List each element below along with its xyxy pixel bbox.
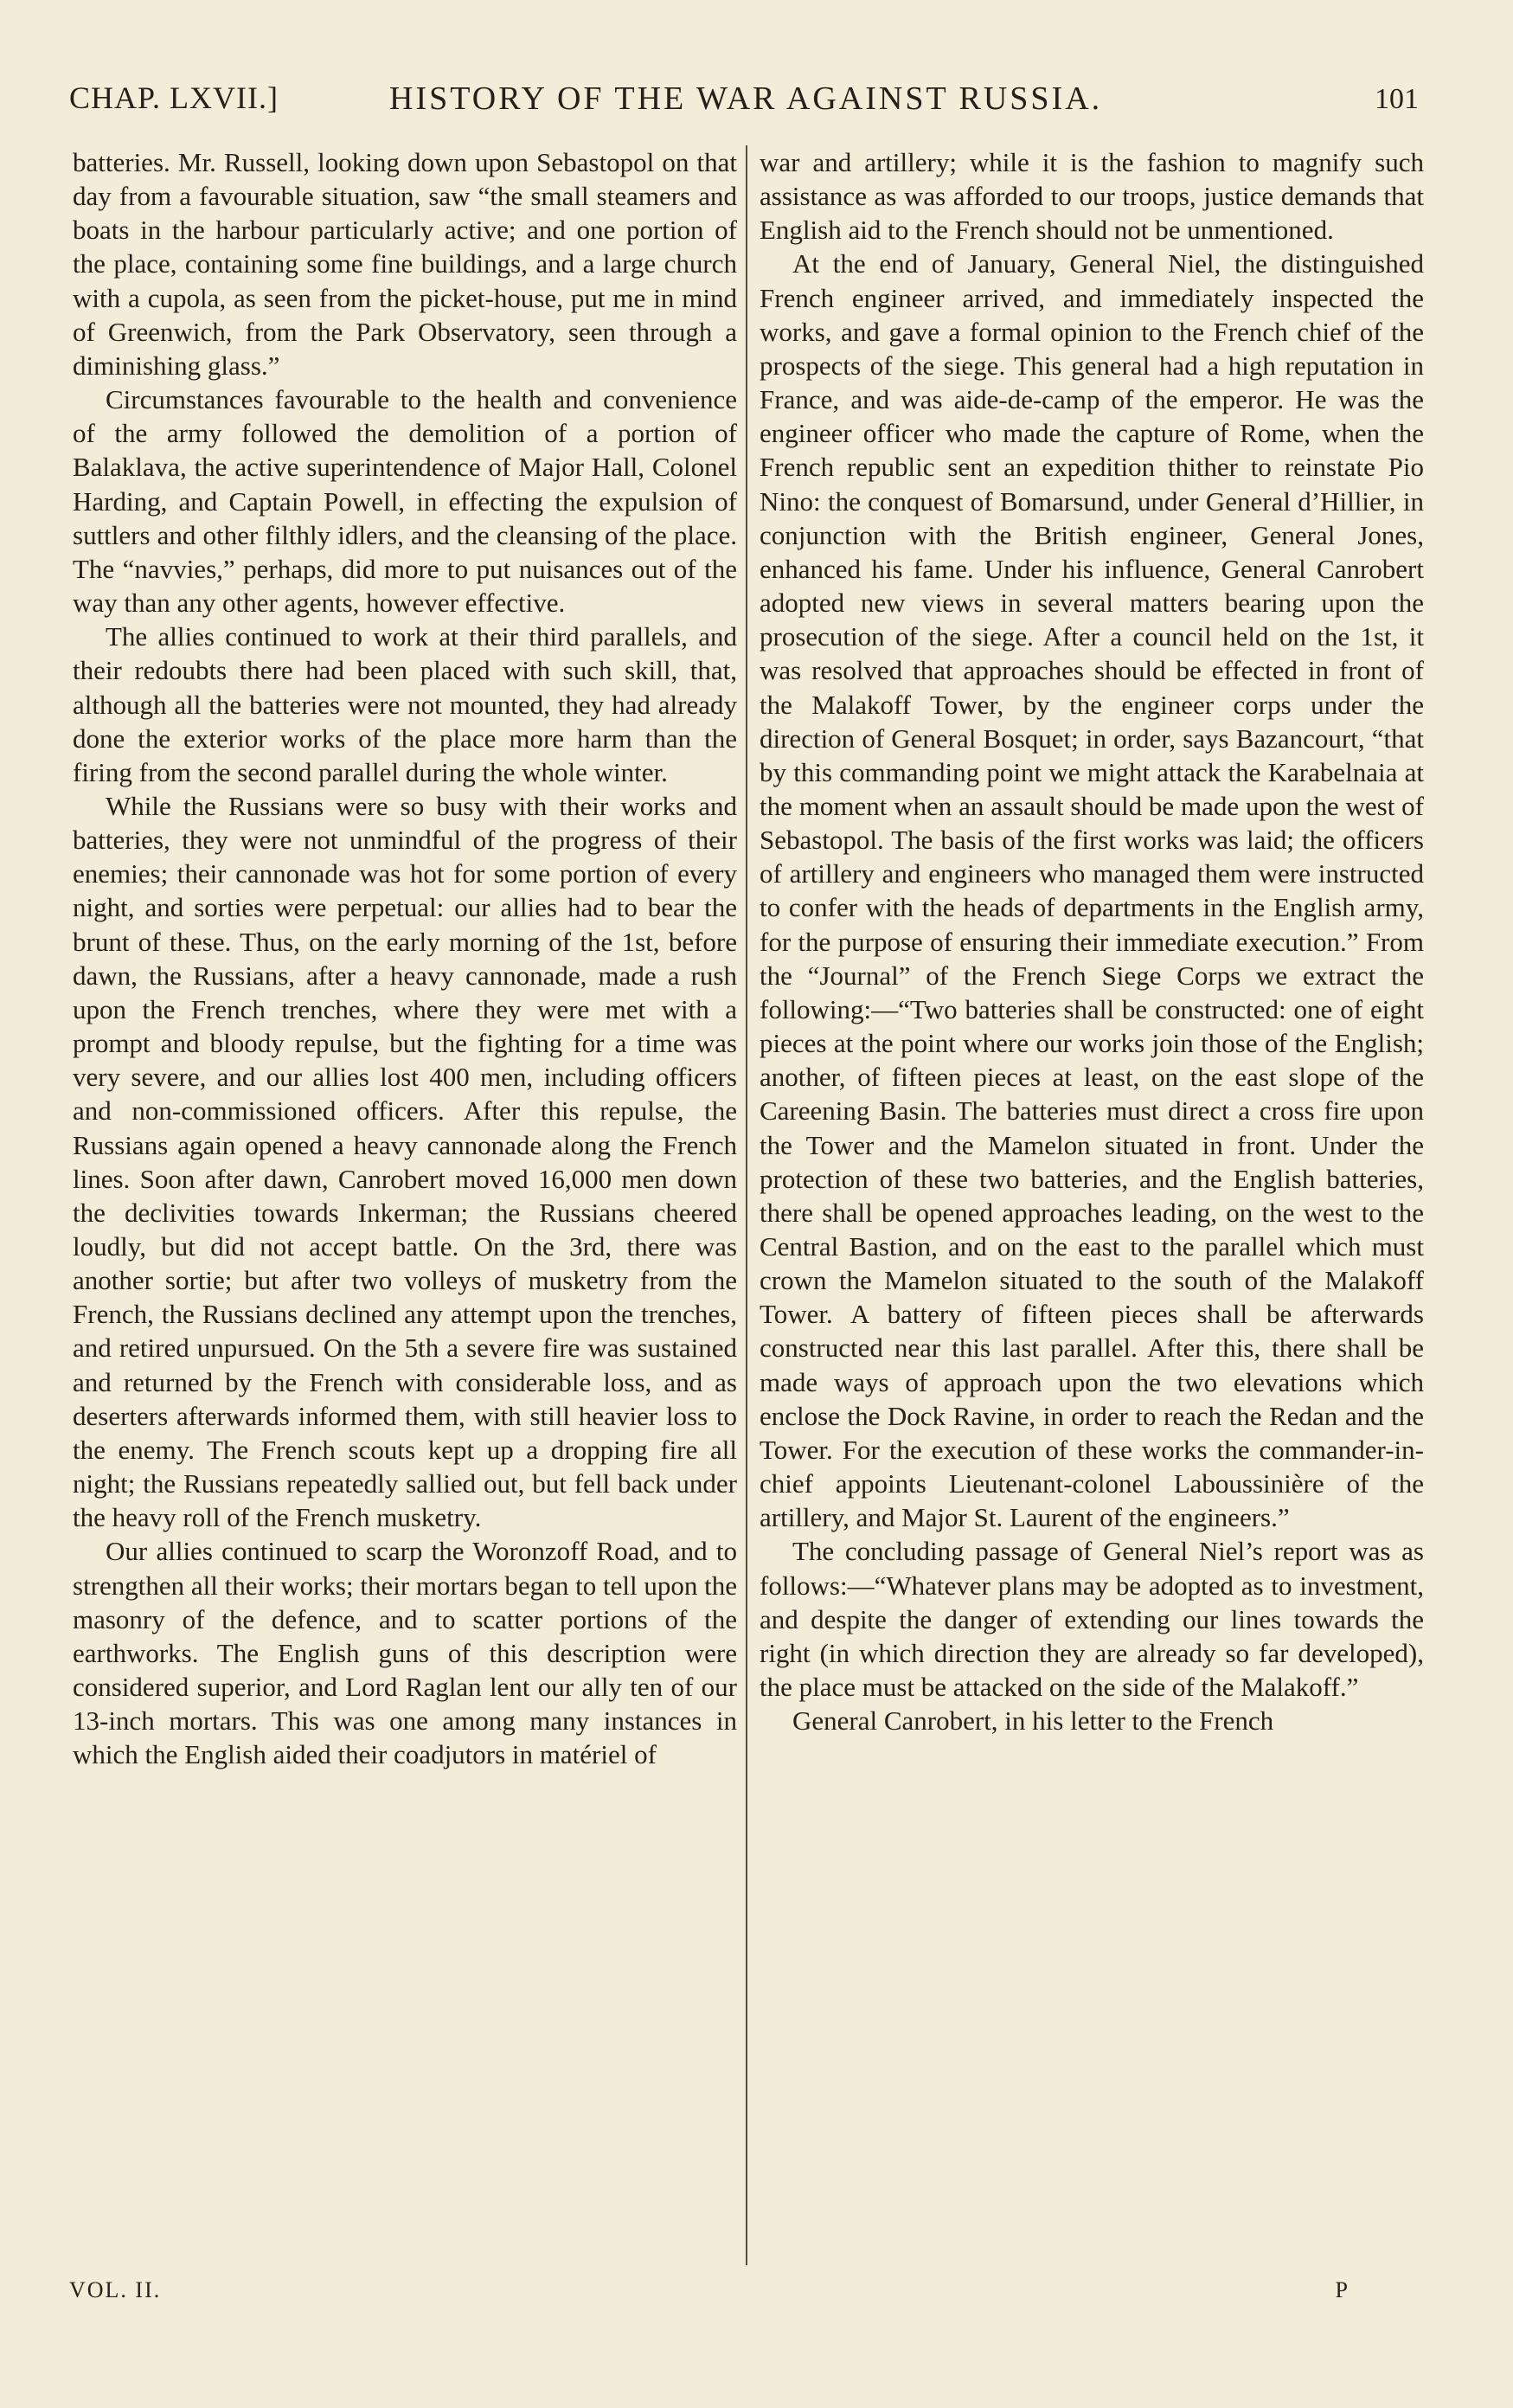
- left-text-column: [73, 145, 737, 1772]
- column-divider: [746, 145, 747, 2265]
- volume-label: VOL. II.: [69, 2277, 162, 2302]
- signature-mark: P: [1335, 2277, 1350, 2302]
- paragraph: war and artillery; while it is the fashion to magnify such assistance as was afforded to our troops, justice demands that English aid to the French should not be unmentioned.: [760, 147, 1424, 246]
- paragraph: Our allies continued to scarp the Woronzoff Road, and to strengthen all their works; their mortars began to tell upon the masonry of the defence, and to scatter portions of the earthworks. The English guns of this description were considered superior, and Lord Raglan lent our ally ten of our 13-inch mortars. This was one among many instances in which the English aided their coadjutors in matériel of: [73, 1536, 737, 1770]
- paragraph: Circumstances favourable to the health and convenience of the army followed the demolition of a portion of Balaklava, the active superintendence of Major Hall, Colonel Harding, and Captain Powell, in effecting the expulsion of suttlers and other filthly idlers, and the cleansing of the place. The “navvies,” perhaps, did more to put nuisances out of the way than any other agents, however effective.: [73, 384, 737, 619]
- right-text-column: [760, 145, 1424, 1737]
- page-footer: [69, 2277, 1350, 2312]
- paragraph: At the end of January, General Niel, the distinguished French engineer arrived, and immediately inspected the works, and gave a formal opinion to the French chief of the prospects of the siege. This general had a high reputation in France, and was aide-de-camp of the emperor. He was the engineer officer who made the capture of Rome, when the French republic sent an expedition thither to reinstate Pio Nino: the conquest of Bomarsund, under General d’Hillier, in conjunction with the British engineer, General Jones, enhanced his fame. Under his influence, General Canrobert adopted new views in several matters bearing upon the prosecution of the siege. After a council held on the 1st, it was resolved that approaches should be effected in front of the Malakoff Tower, by the engineer corps under the direction of General Bosquet; in order, says Bazancourt, “that by this commanding point we might attack the Karabelnaia at the moment when an assault should be made upon the west of Sebastopol. The basis of the first works was laid; the officers of artillery and engineers who managed them were instructed to confer with the heads of departments in the English army, for the purpose of ensuring their immediate execution.” From the “Journal” of the French Siege Corps we extract the following:—“Two batteries shall be constructed: one of eight pieces at the point where our works join those of the English; another, of fifteen pieces at least, on the east slope of the Careening Basin. The batteries must direct a cross fire upon the Tower and the Mamelon situated in front. Under the protection of these two batteries, and the English batteries, there shall be opened approaches leading, on the west to the Central Bastion, and on the east to the parallel which must crown the Mamelon situated to the south of the Malakoff Tower. A battery of fifteen pieces shall be afterwards constructed near this last parallel. After this, there shall be made ways of approach upon the two elevations which enclose the Dock Ravine, in order to reach the Redan and the Tower. For the execution of these works the commander-in-chief appoints Lieutenant-colonel Laboussinière of the artillery, and Major St. Laurent of the engineers.”: [760, 248, 1424, 1533]
- running-header: [69, 80, 1419, 132]
- running-title: HISTORY OF THE WAR AGAINST RUSSIA.: [389, 80, 1103, 117]
- paragraph: batteries. Mr. Russell, looking down upon Sebastopol on that day from a favourable situation, saw “the small steamers and boats in the harbour particularly active; and one portion of the place, containing some fine buildings, and a large church with a cupola, as seen from the picket-house, put me in mind of Greenwich, from the Park Observatory, seen through a diminishing glass.”: [73, 147, 737, 381]
- paragraph: While the Russians were so busy with their works and batteries, they were not unmindful of the progress of their enemies; their cannonade was hot for some portion of every night, and sorties were perpetual: our allies had to bear the brunt of these. Thus, on the early morning of the 1st, before dawn, the Russians, after a heavy cannonade, made a rush upon the French trenches, where they were met with a prompt and bloody repulse, but the fighting for a time was very severe, and our allies lost 400 men, including officers and non-commissioned officers. After this repulse, the Russians again opened a heavy cannonade along the French lines. Soon after dawn, Canrobert moved 16,000 men down the declivities towards Inkerman; the Russians cheered loudly, but did not accept battle. On the 3rd, there was another sortie; but after two volleys of musketry from the French, the Russians declined any attempt upon the trenches, and retired unpursued. On the 5th a severe fire was sustained and returned by the French with considerable loss, and as deserters afterwards informed them, with still heavier loss to the enemy. The French scouts kept up a dropping fire all night; the Russians repeatedly sallied out, but fell back under the heavy roll of the French musketry.: [73, 790, 737, 1533]
- paragraph: The concluding passage of General Niel’s report was as follows:—“Whatever plans may be adopted as to investment, and despite the danger of extending our lines towards the right (in which direction they are already so far developed), the place must be attacked on the side of the Malakoff.”: [760, 1536, 1424, 1703]
- page-number: 101: [1375, 83, 1419, 115]
- paragraph: The allies continued to work at their third parallels, and their redoubts there had been placed with such skill, that, although all the batteries were not mounted, they had already done the exterior works of the place more harm than the firing from the second parallel during the whole winter.: [73, 621, 737, 787]
- chapter-label: CHAP. LXVII.]: [69, 80, 279, 115]
- paragraph: General Canrobert, in his letter to the French: [792, 1705, 1274, 1737]
